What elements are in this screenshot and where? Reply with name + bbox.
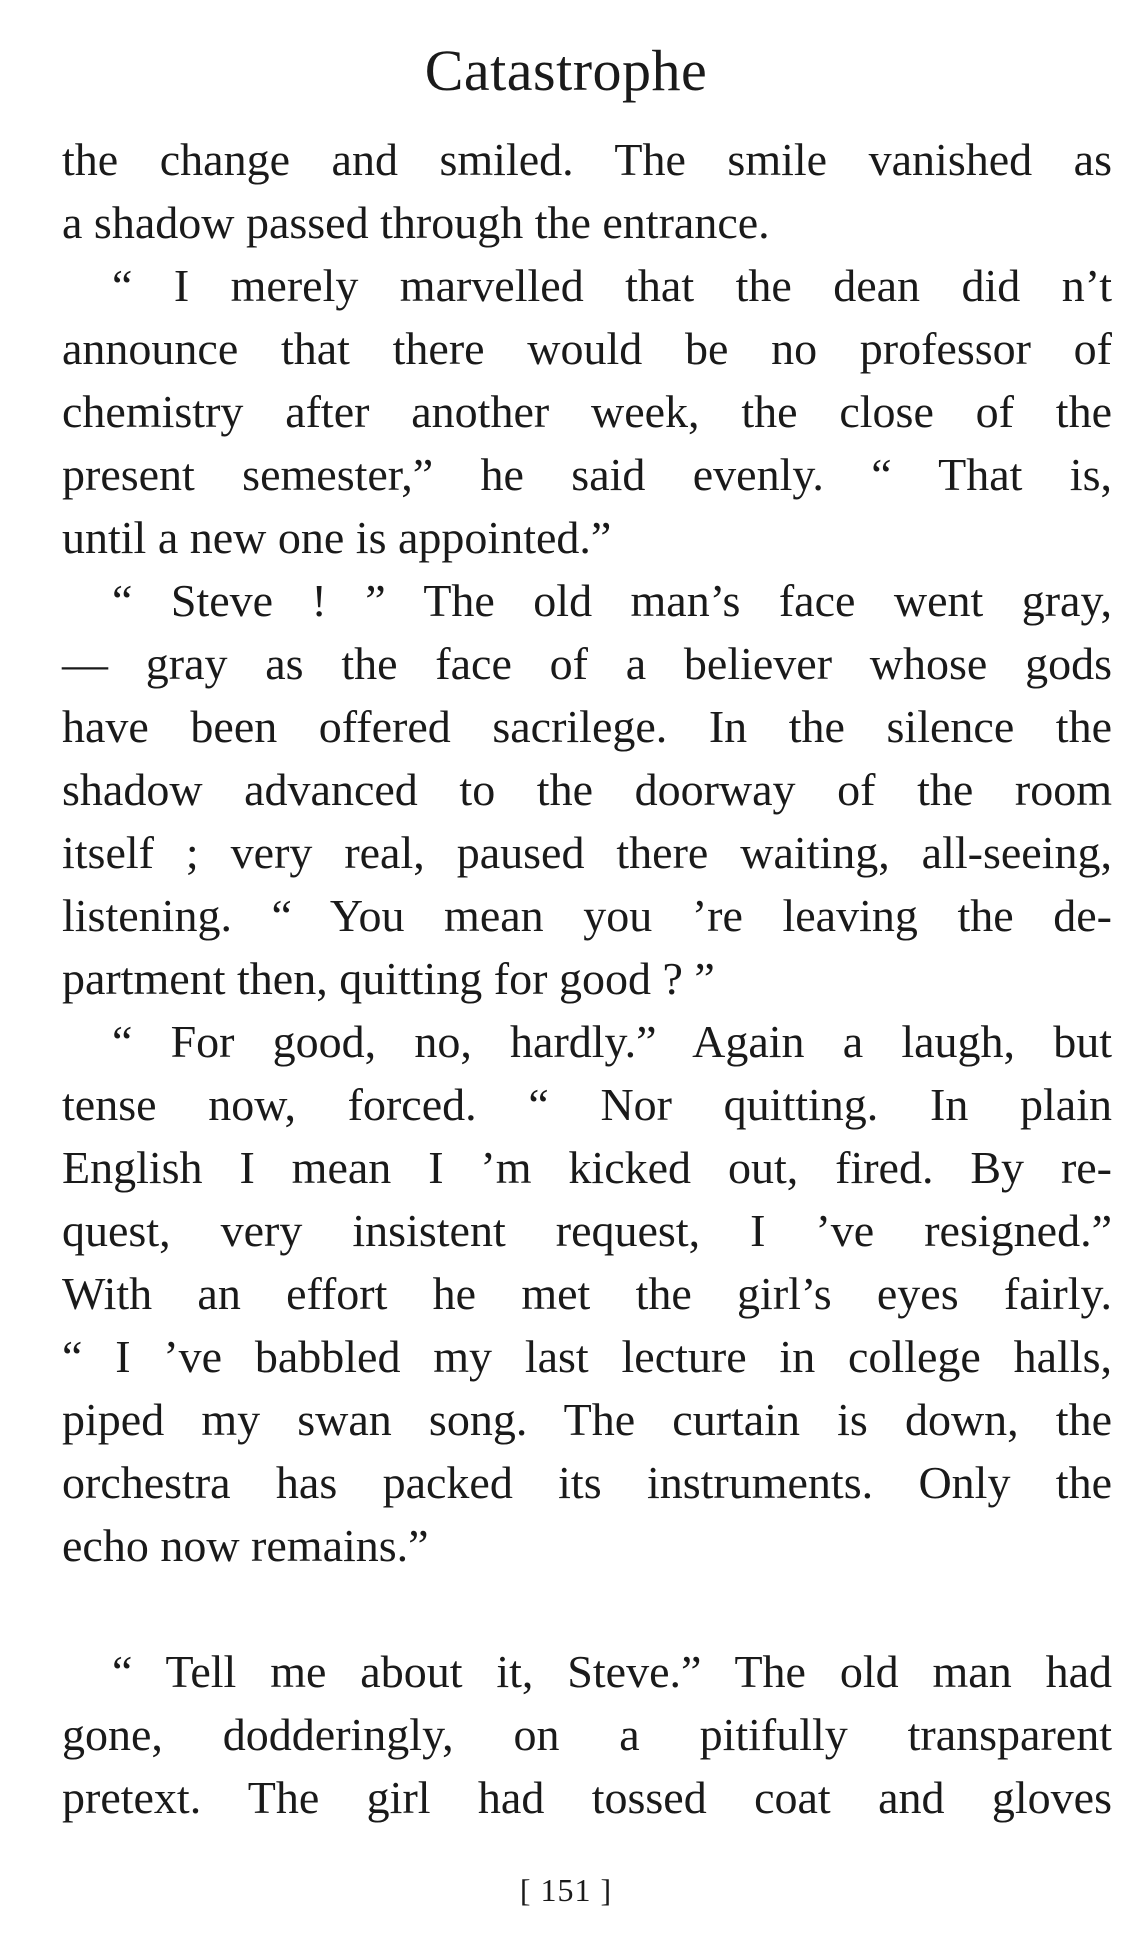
page-number: [ 151 ] (519, 1872, 613, 1908)
body-text (62, 128, 1112, 1829)
text-line: a shadow passed through the entrance. (62, 197, 770, 248)
text-line: chemistry after another week, the close of the (62, 386, 1112, 437)
text-line: listening. “ You mean you ’re leaving the de- (62, 890, 1112, 941)
text-line: “ I merely marvelled that the dean did n’t (112, 260, 1112, 311)
text-line: tense now, forced. “ Nor quitting. In plain (62, 1079, 1112, 1130)
text-line: English I mean I ’m kicked out, fired. By re- (62, 1142, 1112, 1193)
text-line: gone, dodderingly, on a pitifully transparent (62, 1709, 1112, 1760)
text-line: present semester,” he said evenly. “ That is, (62, 449, 1112, 500)
page-title: Catastrophe (424, 38, 708, 103)
text-line: until a new one is appointed.” (62, 512, 612, 563)
text-line: itself ; very real, paused there waiting, all-seeing, (62, 827, 1112, 878)
text-line: “ I ’ve babbled my last lecture in college halls, (62, 1331, 1112, 1382)
text-line: shadow advanced to the doorway of the room (62, 764, 1112, 815)
text-line: partment then, quitting for good ? ” (62, 953, 715, 1004)
section-break (62, 1577, 1112, 1640)
text-line: pretext. The girl had tossed coat and gloves (62, 1772, 1112, 1823)
text-line: have been offered sacrilege. In the silence the (62, 701, 1112, 752)
text-line: — gray as the face of a believer whose gods (62, 638, 1112, 689)
text-line: quest, very insistent request, I ’ve resigned.” (62, 1205, 1112, 1256)
text-line: piped my swan song. The curtain is down, the (62, 1394, 1112, 1445)
text-line: the change and smiled. The smile vanished as (62, 134, 1112, 185)
text-line: “ Tell me about it, Steve.” The old man had (112, 1646, 1112, 1697)
text-line: “ For good, no, hardly.” Again a laugh, but (112, 1016, 1112, 1067)
text-line: orchestra has packed its instruments. Only the (62, 1457, 1112, 1508)
text-line: With an effort he met the girl’s eyes fairly. (62, 1268, 1112, 1319)
text-line: announce that there would be no professor of (62, 323, 1112, 374)
text-line: “ Steve ! ” The old man’s face went gray, (112, 575, 1112, 626)
text-line: echo now remains.” (62, 1520, 429, 1571)
